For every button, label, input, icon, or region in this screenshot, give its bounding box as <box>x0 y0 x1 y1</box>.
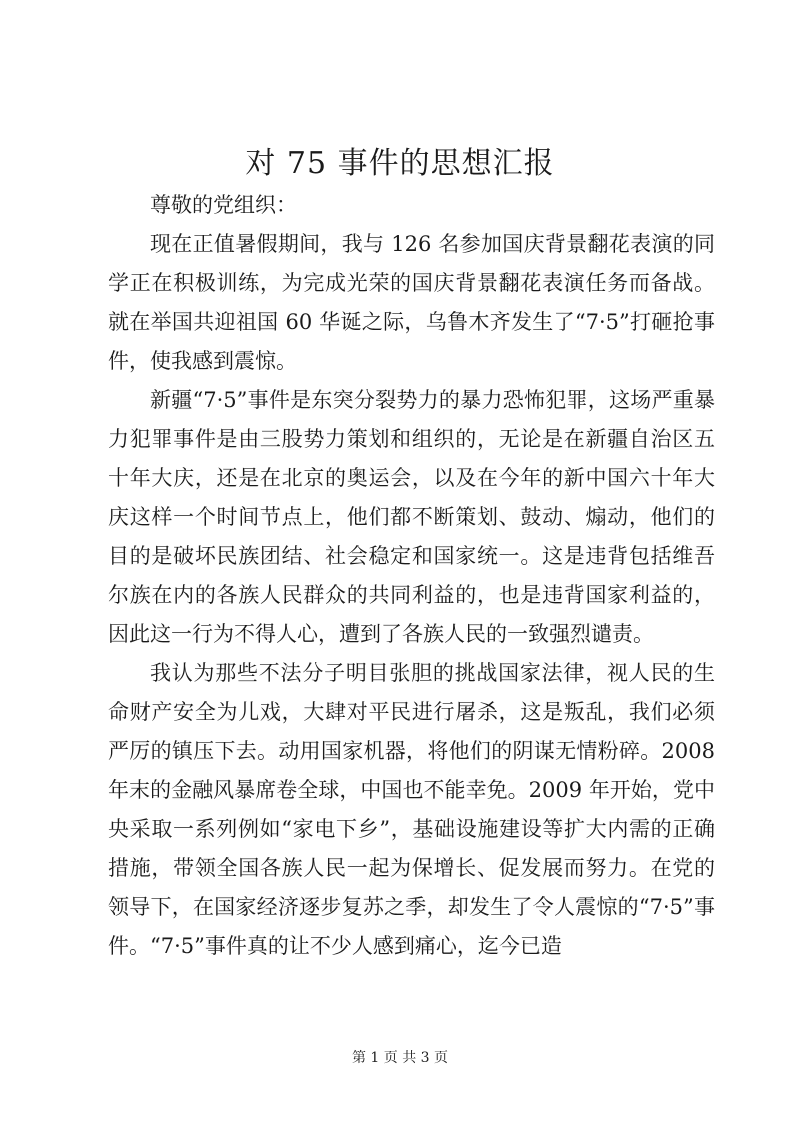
salutation: 尊敬的党组织： <box>150 193 297 217</box>
paragraph-1: 现在正值暑假期间，我与 126 名参加国庆背景翻花表演的同学正在积极训练，为完成光荣的国庆背景翻花表演任务而备战。就在举国共迎祖国 60 华诞之际，乌鲁木齐发生了“7·5”打砸抢事件，使我感到震惊。 <box>108 232 715 373</box>
document-body <box>108 186 715 966</box>
paragraph-3: 我认为那些不法分子明目张胆的挑战国家法律，视人民的生命财产安全为儿戏，大肆对平民进行屠杀，这是叛乱，我们必须严厉的镇压下去。动用国家机器，将他们的阴谋无情粉碎。2008 年末的金融风暴席卷全球，中国也不能幸免。2009 年开始，党中央采取一系列例如“家电下乡”，基础设施建设等扩大内需的正确措施，带领全国各族人民一起为保增长、促发展而努力。在党的领导下，在国家经济逐步复苏之季，却发生了令人震惊的“7·5”事件。“7·5”事件真的让不少人感到痛心，迄今已造 <box>108 661 715 958</box>
document-title: 对 75 事件的思想汇报 <box>245 146 555 181</box>
paragraph-2: 新疆“7·5”事件是东突分裂势力的暴力恐怖犯罪，这场严重暴力犯罪事件是由三股势力策划和组织的，无论是在新疆自治区五十年大庆，还是在北京的奥运会，以及在今年的新中国六十年大庆这样一个时间节点上，他们都不断策划、鼓动、煽动，他们的目的是破坏民族团结、社会稳定和国家统一。这是违背包括维吾尔族在内的各族人民群众的共同利益的，也是违背国家利益的，因此这一行为不得人心，遭到了各族人民的一致强烈谴责。 <box>108 388 715 646</box>
page-number-footer: 第 1 页 共 3 页 <box>351 1050 449 1066</box>
